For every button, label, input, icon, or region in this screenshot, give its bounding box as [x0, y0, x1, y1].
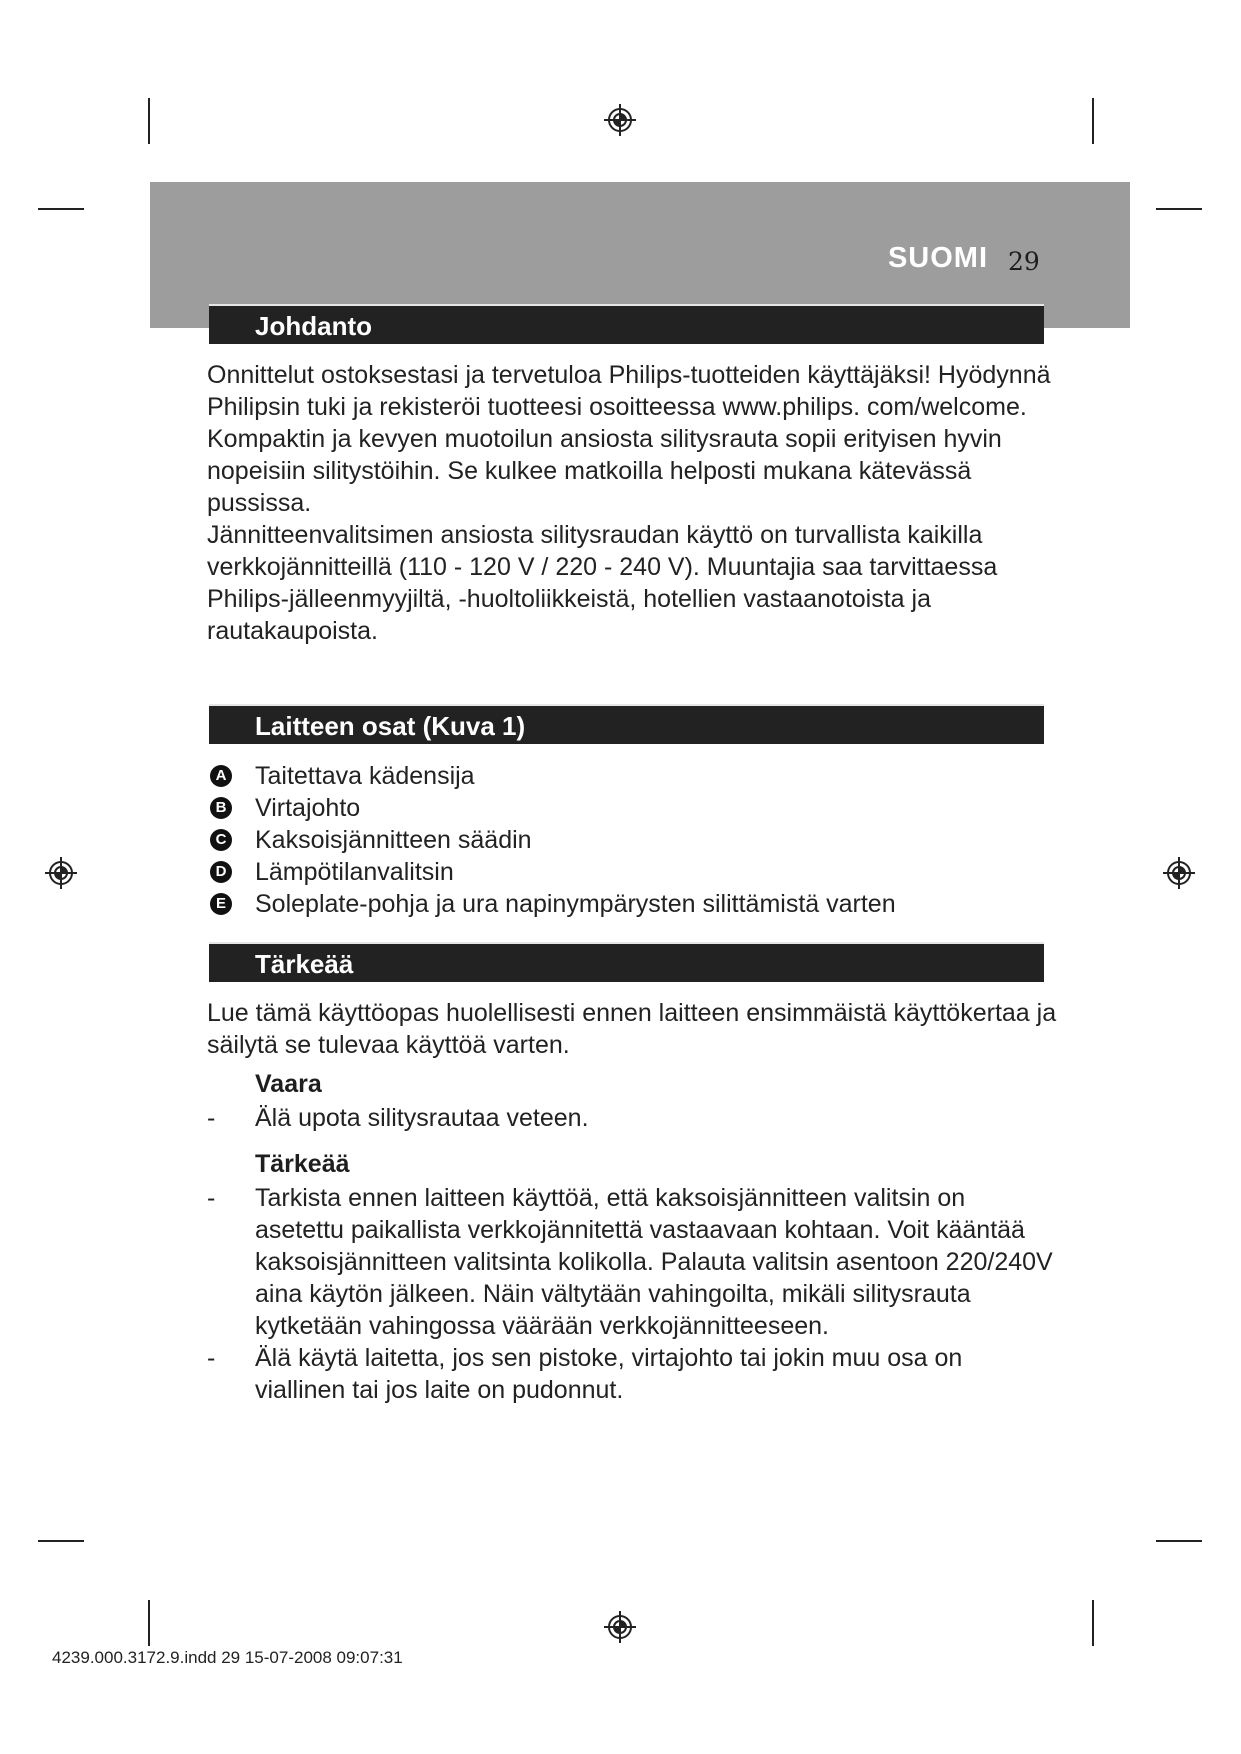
list-item	[210, 792, 1060, 824]
list-item	[207, 1342, 1057, 1406]
important-item: Tarkista ennen laitteen käyttöä, että kaksoisjännitteen valitsin on asetettu paikallista verkkojännitettä vastaavaan kohtaan. Voit kääntää kaksoisjännitteen valitsinta kolikolla. Palauta valitsin asentoon 220/240V aina käytön jälkeen. Näin vältytään vahingoilta, mikäli silitysrauta kytketään vahingossa väärään verkkojännitteeseen.	[255, 1184, 1053, 1340]
part-label: Soleplate-pohja ja ura napinympärysten silittämistä varten	[255, 890, 896, 918]
part-letter-badge: A	[210, 765, 232, 787]
section-heading-intro: Johdanto	[209, 304, 1044, 344]
crop-mark-right-top	[1156, 208, 1202, 210]
list-item	[207, 1102, 1057, 1134]
parts-list	[210, 760, 1060, 920]
section-heading-important: Tärkeää	[209, 942, 1044, 982]
important-subheading: Tärkeää	[255, 1150, 350, 1178]
part-letter-badge: E	[210, 893, 232, 915]
crop-mark-top-right	[1092, 98, 1094, 144]
crop-mark-top-left	[148, 98, 150, 144]
intro-paragraph: Onnittelut ostoksestasi ja tervetuloa Philips-tuotteiden käyttäjäksi! Hyödynnä Philipsin tuki ja rekisteröi tuotteesi osoitteessa www.philips. com/welcome.	[207, 361, 1051, 421]
section-heading-parts: Laitteen osat (Kuva 1)	[209, 704, 1044, 744]
part-letter-badge: C	[210, 829, 232, 851]
list-item	[207, 1182, 1057, 1342]
intro-paragraph: Kompaktin ja kevyen muotoilun ansiosta silitysrauta sopii erityisen hyvin nopeisiin silitystöihin. Se kulkee matkoilla helposti mukana kätevässä pussissa.	[207, 425, 1002, 517]
page-number: 29	[1008, 247, 1040, 276]
intro-paragraph: Jännitteenvalitsimen ansiosta silitysraudan käyttö on turvallista kaikilla verkkojännitteillä (110 - 120 V / 220 - 240 V). Muuntajia saa tarvittaessa Philips-jälleenmyyjiltä, -huoltoliikkeistä, hotellien vastaanotoista ja rautakaupoista.	[207, 521, 998, 645]
bullet-dash: -	[207, 1184, 216, 1212]
part-label: Lämpötilanvalitsin	[255, 858, 454, 886]
list-item	[210, 888, 1060, 920]
language-label: SUOMI	[887, 242, 988, 274]
bullet-dash: -	[207, 1344, 216, 1372]
part-letter-badge: B	[210, 797, 232, 819]
registration-mark-icon	[603, 1610, 637, 1644]
danger-item: Älä upota silitysrautaa veteen.	[255, 1104, 589, 1132]
crop-mark-bottom-right	[1092, 1600, 1094, 1646]
part-letter-badge: D	[210, 861, 232, 883]
list-item	[210, 856, 1060, 888]
registration-mark-icon	[1162, 856, 1196, 890]
crop-mark-left-top	[38, 208, 84, 210]
registration-mark-icon	[44, 856, 78, 890]
intro-text	[207, 359, 1057, 647]
crop-mark-left-bottom	[38, 1540, 84, 1542]
part-label: Virtajohto	[255, 794, 361, 822]
list-item	[210, 760, 1060, 792]
registration-mark-icon	[603, 103, 637, 137]
list-item	[210, 824, 1060, 856]
danger-heading: Vaara	[255, 1070, 322, 1098]
important-intro: Lue tämä käyttöopas huolellisesti ennen laitteen ensimmäistä käyttökertaa ja säilytä se tulevaa käyttöä varten.	[207, 999, 1057, 1059]
important-item: Älä käytä laitetta, jos sen pistoke, virtajohto tai jokin muu osa on viallinen tai jos laite on pudonnut.	[255, 1344, 963, 1404]
crop-mark-bottom-left	[148, 1600, 150, 1646]
bullet-dash: -	[207, 1104, 216, 1132]
part-label: Kaksoisjännitteen säädin	[255, 826, 532, 854]
print-slug: 4239.000.3172.9.indd 29 15-07-2008 09:07:31	[52, 1648, 403, 1667]
part-label: Taitettava kädensija	[255, 762, 475, 790]
crop-mark-right-bottom	[1156, 1540, 1202, 1542]
